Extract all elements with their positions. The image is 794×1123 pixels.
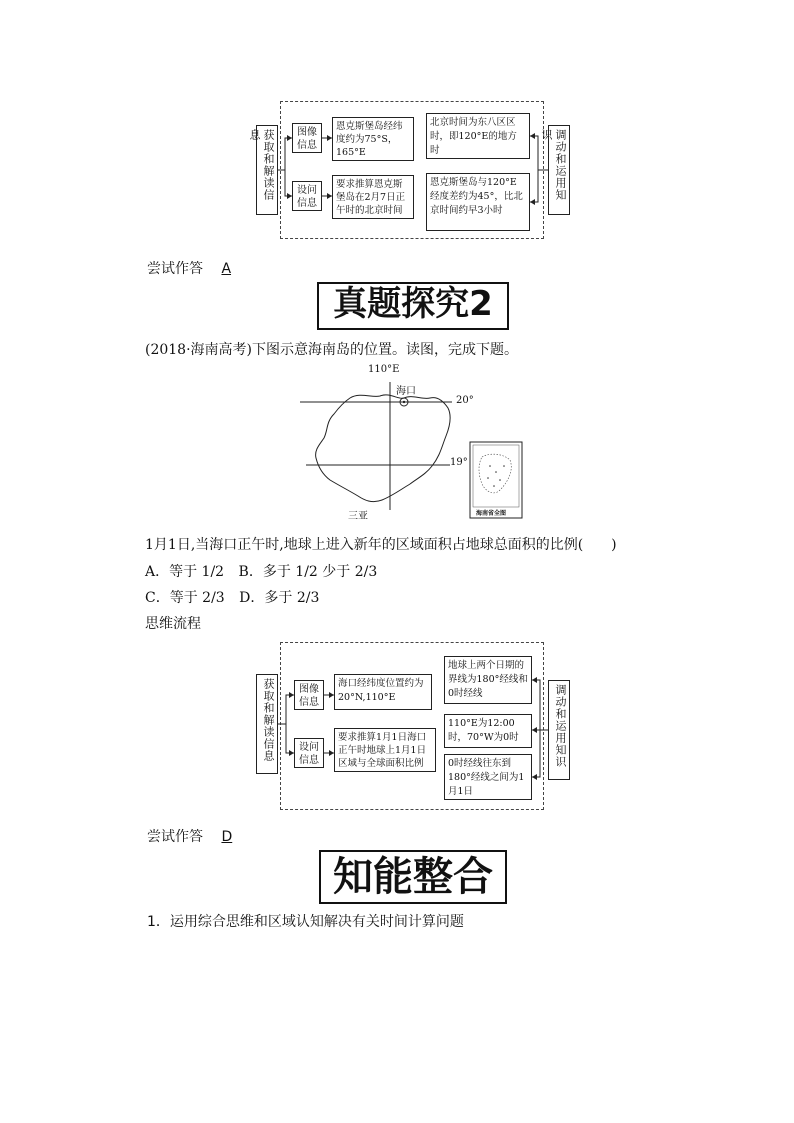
question-intro: (2018·海南高考)下图示意海南岛的位置。读图，完成下题。: [145, 342, 519, 358]
left-label-box: 获取和解读信息: [256, 125, 278, 215]
option-c: C．等于 2/3: [145, 590, 225, 606]
options-row-1: [145, 561, 377, 581]
hainan-map: [300, 362, 530, 524]
lat-19-label: 19°: [450, 457, 468, 468]
image-detail-box: 海口经纬度位置约为20°N,110°E: [334, 674, 432, 710]
lat-20-label: 20°: [456, 395, 474, 406]
flow-diagram-1: [248, 97, 574, 245]
question-detail-box: 要求推算1月1日海口正午时地球上1月1日区域与全球面积比例: [334, 728, 436, 772]
option-d: D．多于 2/3: [239, 590, 320, 606]
knowledge-box-1: 地球上两个日期的界线为180°经线和0时经线: [444, 656, 532, 704]
section-heading-1: 真题探究2: [317, 282, 509, 330]
flow-diagram-2: [254, 638, 574, 816]
question-info-box: 设问信息: [292, 181, 322, 211]
answer-1: [147, 258, 231, 278]
options-row-2: [145, 587, 319, 607]
knowledge-box-3: 0时经线往东到180°经线之间为1月1日: [444, 754, 532, 800]
section-heading-2: 知能整合: [319, 850, 507, 904]
flow1-connectors: [254, 97, 574, 245]
inset-caption: 海南省全图: [476, 510, 507, 517]
left-label-box: 获取和解读信息: [256, 674, 278, 774]
knowledge-box-1: 北京时间为东八区区时，即120°E的地方时: [426, 113, 530, 159]
image-info-box: 图像信息: [292, 123, 322, 153]
longitude-label: 110°E: [368, 364, 400, 375]
knowledge-box-2: 110°E为12:00时，70°W为0时: [444, 714, 532, 748]
right-label-box: 调动和运用知识: [548, 125, 570, 215]
image-info-box: 图像信息: [294, 680, 324, 710]
answer-value: A: [221, 261, 232, 277]
sanya-label: 三亚: [348, 511, 368, 522]
section-1-title: 1．运用综合思维和区域认知解决有关时间计算问题: [147, 914, 464, 930]
option-a: A．等于 1/2: [145, 564, 225, 580]
question-detail-box: 要求推算恩克斯堡岛在2月7日正午时的北京时间: [332, 175, 414, 219]
flow2-connectors: [254, 638, 574, 816]
right-label-box: 调动和运用知识: [548, 680, 570, 780]
answer-2: [147, 826, 232, 846]
thinking-label: 思维流程: [145, 616, 201, 632]
knowledge-box-2: 恩克斯堡岛与120°E经度差约为45°，比北京时间约早3小时: [426, 173, 530, 231]
image-detail-box: 恩克斯堡岛经纬度约为75°S，165°E: [332, 117, 414, 161]
question-info-box: 设问信息: [294, 738, 324, 768]
answer-value: D: [221, 829, 233, 845]
answer-label: 尝试作答: [147, 829, 203, 845]
answer-label: 尝试作答: [147, 261, 203, 277]
option-b: B．多于 1/2 少于 2/3: [238, 564, 378, 580]
haikou-label: 海口: [396, 386, 416, 397]
question-stem: 1月1日,当海口正午时,地球上进入新年的区域面积占地球总面积的比例( ): [145, 537, 617, 553]
